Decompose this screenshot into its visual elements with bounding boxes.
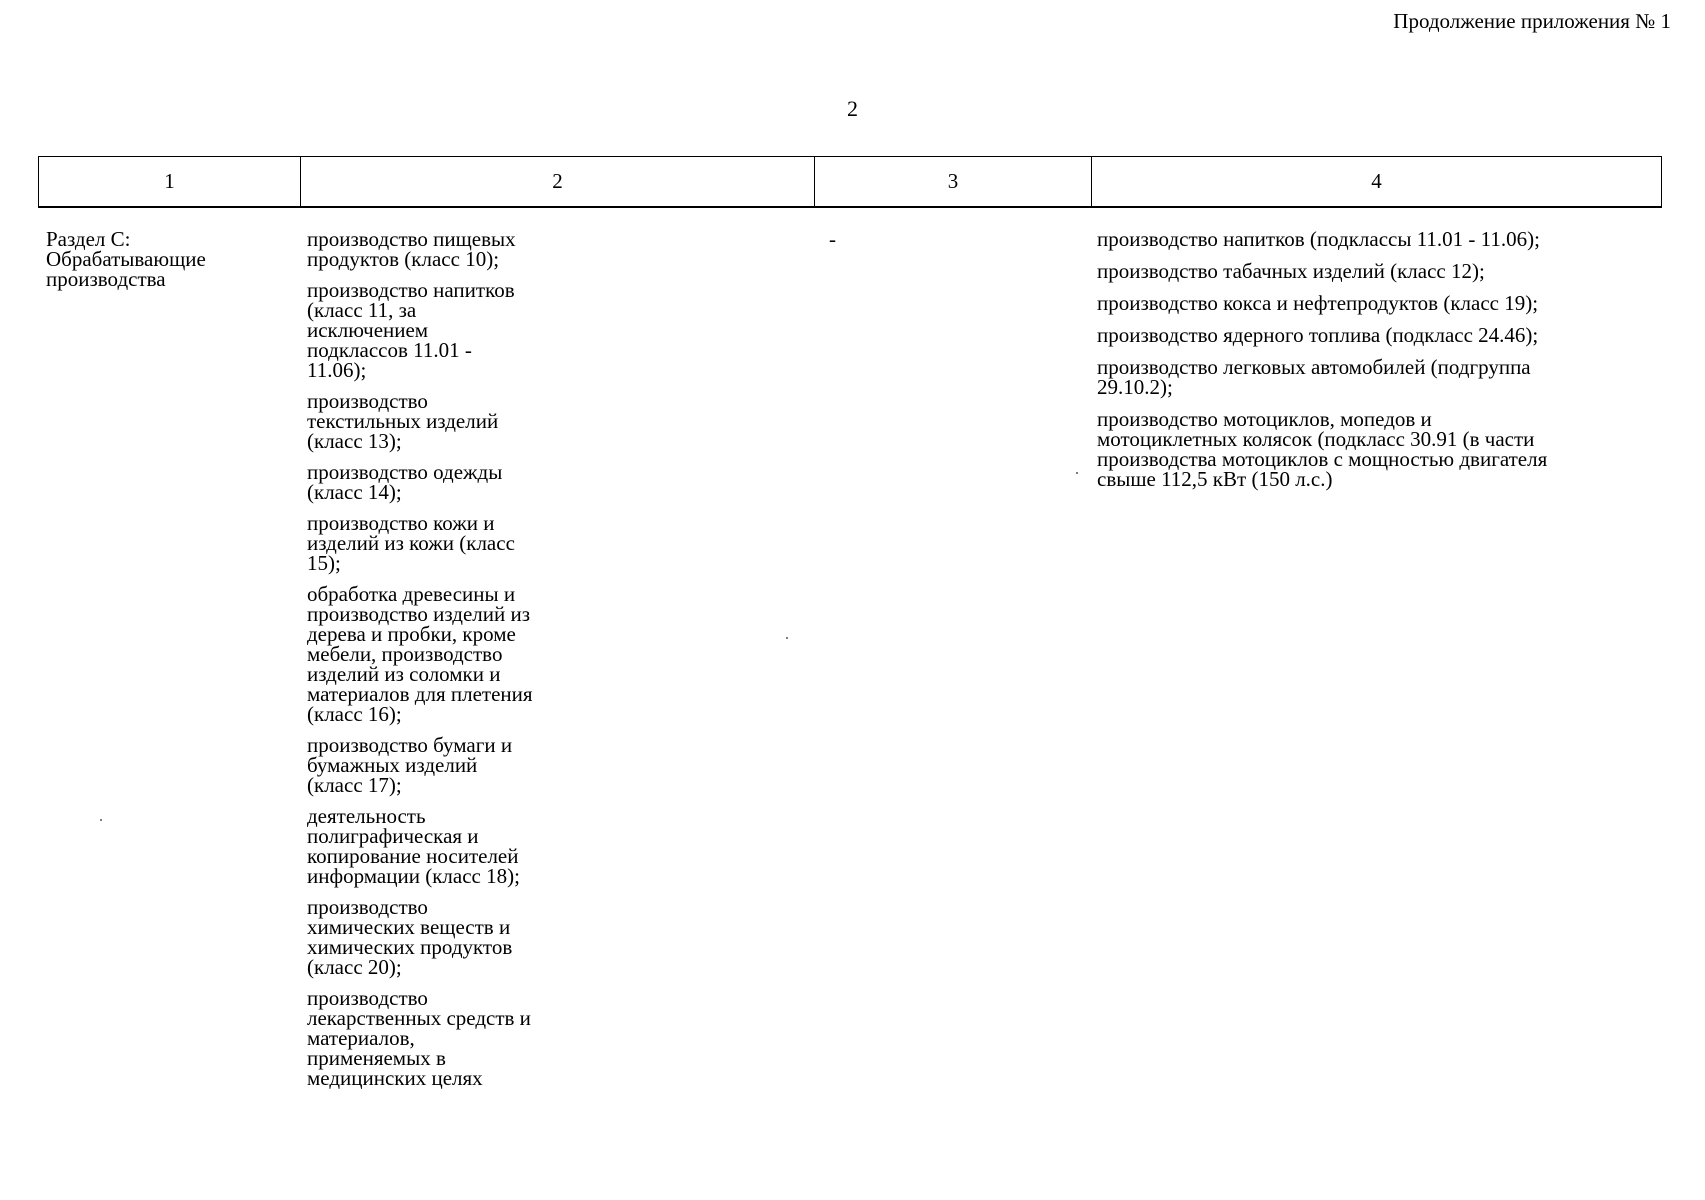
list-item: производство лекарственных средств и материалов, применяемых в медицинских целях: [307, 986, 531, 1090]
list-item: обработка древесины и производство изделий из дерева и пробки, кроме мебели, производство изделий из соломки и материалов для плетения (класс 16);: [307, 582, 533, 726]
scan-speck: [100, 819, 102, 821]
list-item: производство кокса и нефтепродуктов (класс 19);: [1097, 291, 1539, 315]
list-item: производство одежды (класс 14);: [307, 460, 503, 504]
column-header-2: 2: [301, 157, 815, 206]
included-activities-cell: [307, 229, 587, 1099]
list-item: производство химических веществ и химических продуктов (класс 20);: [307, 895, 513, 979]
column-header-3: 3: [815, 157, 1092, 206]
list-item: производство кожи и изделий из кожи (класс 15);: [307, 511, 515, 575]
list-item: деятельность полиграфическая и копирование носителей информации (класс 18);: [307, 804, 520, 888]
table-header-row: [38, 156, 1662, 208]
list-item: производство пищевых продуктов (класс 10);: [307, 227, 516, 271]
list-item: производство текстильных изделий (класс 13);: [307, 389, 499, 453]
scan-speck: [1076, 472, 1078, 474]
excluded-activities-cell: [1097, 229, 1657, 501]
section-title: Раздел С: Обрабатывающие производства: [46, 227, 206, 291]
continuation-label: Продолжение приложения № 1: [1393, 9, 1671, 33]
section-title-cell: [46, 229, 276, 300]
dash-value: -: [829, 227, 836, 251]
list-item: производство ядерного топлива (подкласс 24.46);: [1097, 323, 1539, 347]
list-item: производство бумаги и бумажных изделий (класс 17);: [307, 733, 513, 797]
list-item: производство напитков (класс 11, за исключением подклассов 11.01 - 11.06);: [307, 278, 515, 382]
column-header-1: 1: [39, 157, 301, 206]
list-item: производство мотоциклов, мопедов и мотоциклетных колясок (подкласс 30.91 (в части производства мотоциклов с мощностью двигателя свыше 112,5 кВт (150 л.с.): [1097, 407, 1548, 491]
scan-speck: [786, 637, 788, 639]
list-item: производство напитков (подклассы 11.01 - 11.06);: [1097, 227, 1540, 251]
list-item: производство легковых автомобилей (подгруппа 29.10.2);: [1097, 355, 1531, 399]
column-3-cell: [829, 229, 879, 260]
page-number: 2: [847, 96, 858, 121]
list-item: производство табачных изделий (класс 12);: [1097, 259, 1485, 283]
column-header-4: 4: [1371, 169, 1382, 193]
